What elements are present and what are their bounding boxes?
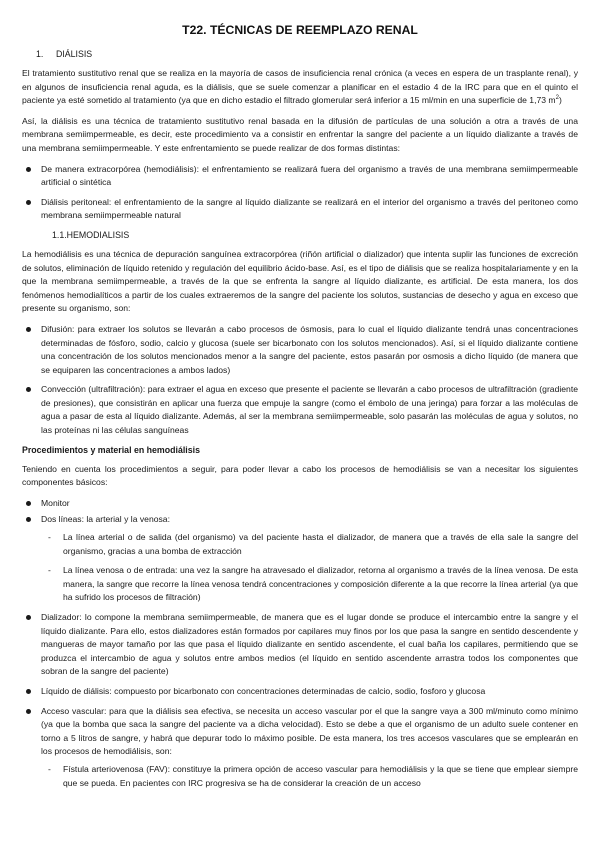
- paragraph-components-intro: Teniendo en cuenta los procedimientos a seguir, para poder llevar a cabo los procesos de hemodiálisis se van a necesitar los siguientes componentes básicos:: [22, 463, 578, 488]
- lines-sublist: [41, 531, 578, 605]
- paragraph-intro-text: El tratamiento sustitutivo renal que se realiza en la mayoría de casos de insuficiencia renal crónica (a veces en espera de un trasplante renal), y en algunos de insuficiencia renal aguda, es la diálisis, que se suele comenzar a planificar en el estadio 4 de la IRC para que en el quinto el paciente ya esté sometido al tratamiento (ya que en dicho estadio el filtrado glomerular será inferior a 15 ml/min en una superficie de 1,73 m: [22, 68, 578, 106]
- superscript: 2: [555, 95, 559, 102]
- phenomena-list: [22, 323, 578, 438]
- dialysis-forms-list: [22, 163, 578, 223]
- access-sublist: [41, 763, 578, 790]
- paragraph-intro: [22, 67, 578, 108]
- paragraph-hemodialisis: La hemodiálisis es una técnica de depuración sanguínea extracorpórea (riñón artificial o dializador) que intenta suplir las funciones de excreción de solutos, eliminación de líquido retenido y regulación del equilibrio ácido-base. Así, es el tipo de diálisis que se realiza hospitalariamente y en la que la membrana semiimpermeable, a través de la que se enfrenta la sangre al líquido dializante, es artificial. De esta manera, los dos fenómenos hemodialíticos a partir de los cuales extraeremos de la sangre del paciente los solutos, sustancias de desecho y agua en exceso que presente su organismo, son:: [22, 248, 578, 314]
- paragraph-intro-end: ): [558, 95, 562, 106]
- components-list: [22, 497, 578, 790]
- list-item: Diálisis peritoneal: el enfrentamiento de la sangre al líquido dializante se realizará en el interior del organismo a través del peritoneo como membrana semiimpermeable natural: [22, 196, 578, 223]
- sublist-item: - La línea arterial o de salida (del organismo) va del paciente hasta el dializador, de manera que a través de ella sale la sangre del organismo, gracias a una bomba de extracción: [41, 531, 578, 558]
- sublist-item: - Fístula arteriovenosa (FAV): constituye la primera opción de acceso vascular para hemodiálisis y la que se tiene que emplear siempre que se pueda. En pacientes con IRC progresiva se ha de considerar la creación de un acceso: [41, 763, 578, 790]
- list-item-dialyzer: Dializador: lo compone la membrana semiimpermeable, de manera que es el lugar donde se produce el intercambio entre la sangre y el líquido dializante. Para ello, estos dializadores están formados por capilares muy finos por los que pasa la sangre en sentido descendente y mangueras de mayor tamaño por las que pasa el líquido dializante en sentido ascendente, el cual baña los capilares, permitiendo que se produzca el intercambio de agua y solutos entre ambos medios (el líquido en sentido ascendente arrastra todos los componentes que sobran de la sangre del paciente): [22, 611, 578, 679]
- list-item-monitor: Monitor: [22, 497, 578, 511]
- list-item: Convección (ultrafiltración): para extraer el agua en exceso que presente el paciente se llevarán a cabo procesos de ultrafiltración (gradiente de presiones), que consistirán en aplicar una fuerza que empuje la sangre (como el émbolo de una jeringa) para forzar a las moléculas de agua a pasar de esta al líquido dializante. Además, al ser la membrana semiimpermeable, solo pasarán las moléculas de agua y solutos, no las proteínas ni las células sanguíneas: [22, 383, 578, 437]
- access-text: Acceso vascular: para que la diálisis sea efectiva, se necesita un acceso vascular por el que la sangre vaya a 300 ml/minuto como mínimo (ya que la bomba que saca la sangre del paciente va a dicha velocidad). Esto se debe a que el organismo de un adulto suele contener en torno a 5 litros de sangre, y habrá que depurar todo lo máximo posible. De esta manera, los tres accesos vasculares que se emplearán en los procesos de hemodiálisis, son:: [41, 705, 578, 757]
- sublist-item: - La línea venosa o de entrada: una vez la sangre ha atravesado el dializador, retorna al organismo a través de la línea venosa. De esta manera, la sangre que recorre la línea venosa tendrá concentraciones y composición diferente a la que recorre la línea arterial (ya que ha sufrido los procesos de filtración): [41, 564, 578, 605]
- list-item-fluid: Líquido de diálisis: compuesto por bicarbonato con concentraciones determinadas de calcio, sodio, fosforo y glucosa: [22, 685, 578, 699]
- heading-procedimientos: Procedimientos y material en hemodiálisis: [22, 444, 200, 455]
- subsection-heading-hemodialisis: 1.1.HEMODIALISIS: [52, 229, 130, 240]
- list-item: Difusión: para extraer los solutos se llevarán a cabo procesos de ósmosis, para lo cual el líquido dializante tendrá unas concentraciones determinadas de fósforo, sodio, calcio y glucosa (suele ser bicarbonato con los solutos mencionados). Así, si el líquido dializante contiene una concentración de los solutos mencionados menor a la sangre del paciente, estos pasarán por osmosis a dicho líquido (de manera que se equiparen las concentraciones a ambos lados): [22, 323, 578, 377]
- list-item: De manera extracorpórea (hemodiálisis): el enfrentamiento se realizará fuera del organismo a través de una membrana semiimpermeable artificial o sintética: [22, 163, 578, 190]
- list-item-lines: [22, 513, 578, 605]
- page-title: T22. TÉCNICAS DE REEMPLAZO RENAL: [182, 23, 418, 37]
- section-number: 1.: [36, 49, 44, 59]
- list-item-access: [22, 705, 578, 791]
- section-heading-dialisis: [36, 48, 578, 61]
- paragraph-definition: Así, la diálisis es una técnica de tratamiento sustitutivo renal basada en la difusión de partículas de una solución a otra a través de una membrana semiimpermeable, es decir, este procedimiento va a consistir en enfrentar la sangre del paciente a un líquido dializante a través de una membrana semiimpermeable. Y este enfrentamiento se puede realizar de dos formas distintas:: [22, 115, 578, 153]
- section-label: DIÁLISIS: [56, 49, 93, 59]
- lines-label: Dos líneas: la arterial y la venosa:: [41, 514, 170, 525]
